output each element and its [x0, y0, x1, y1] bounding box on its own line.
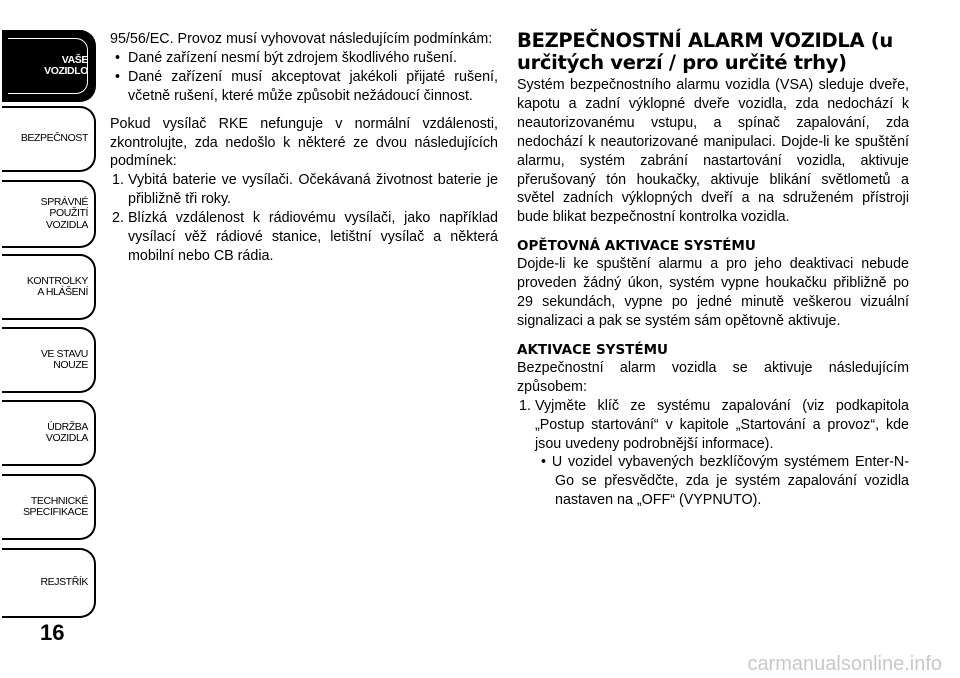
tab-label-line: VE STAVU — [40, 347, 88, 360]
right-column — [517, 30, 909, 510]
tab-label-line: SPRÁVNÉ — [40, 195, 88, 208]
intro-paragraph: 95/56/EC. Provoz musí vyhovovat následujícím podmínkám: — [110, 31, 493, 47]
item-number: 2. — [112, 210, 124, 227]
tab-label-line: BEZPEČNOST — [20, 132, 88, 145]
tab-label-line: TECHNICKÉ — [30, 494, 88, 507]
item-text: Vyjměte klíč ze systému zapalování (viz podkapitola „Postup startování“ v kapitole „Startování a provoz“, kde jsou uvedeny podrobnější informace). — [535, 397, 909, 452]
tab-label-line: VOZIDLO — [44, 65, 88, 77]
tab-technicke-specifikace[interactable] — [2, 474, 96, 540]
reactivation-paragraph: Dojde-li ke spuštění alarmu a pro jeho deaktivaci nebude proveden žádný úkon, systém vypne houkačku přibližně po 29 sekundách, vypne po jedné minutě veškerou vizuální signalizaci a pak se systém sám opětovně aktivuje. — [517, 256, 909, 329]
tab-ve-stavu-nouze[interactable] — [2, 327, 96, 393]
tab-kontrolky-a-hlaseni[interactable] — [2, 254, 96, 320]
item-number: 1. — [519, 397, 531, 414]
item-text: Blízká vzdálenost k rádiovému vysílači, jako například vysílací věž rádiové stanice, letištní vysílač a některá mobilní nebo CB rádia. — [128, 210, 498, 264]
title-line: určitých verzí / pro určité trhy) — [517, 51, 847, 74]
page-number: 16 — [40, 620, 65, 645]
bullet-item: • Dané zařízení nesmí být zdrojem škodlivého rušení. — [110, 49, 498, 68]
section-title — [517, 30, 909, 74]
tab-vase-vozidlo[interactable] — [2, 30, 96, 102]
sub-bullet-item: • U vozidel vybavených bezklíčovým systémem Enter-N-Go se přesvědčte, zda je systém zapalování vozidla nastaven na „OFF“ (VYPNUTO). — [541, 454, 909, 509]
activation-paragraph: Bezpečnostní alarm vozidla se aktivuje následujícím způsobem: — [517, 359, 909, 395]
activation-heading: AKTIVACE SYSTÉMU — [517, 341, 668, 358]
item-text: Vybitá baterie ve vysílači. Očekávaná životnost baterie je přibližně tři roky. — [128, 172, 498, 208]
numbered-item — [517, 397, 909, 454]
numbered-item — [110, 171, 498, 209]
watermark: carmanualsonline.info — [747, 653, 942, 675]
tab-spravne-pouziti-vozidla[interactable] — [2, 180, 96, 248]
tab-label-line: NOUZE — [53, 359, 88, 371]
tab-label-line: ÚDRŽBA — [47, 420, 88, 433]
vsa-description: Systém bezpečnostního alarmu vozidla (VSA) sleduje dveře, kapotu a zadní výklopné dveře vozidla, zda nedochází k neautorizovanému vstupu, a spínač zapalování, zda nedochází k neautorizované manipulaci. Dojde-li ke spuštění alarmu, systém zabrání nastartování vozidla, aktivuje přerušovaný tón houkačky, aktivuje blikání světlometů a světel zadních výklopných dveří a na sdruženém přístroji bude blikat bezpečnostní kontrolka vozidla. — [517, 77, 909, 226]
tab-label-line: KONTROLKY — [26, 274, 88, 287]
tab-label-line: VAŠE — [61, 53, 88, 66]
tab-label-line: REJSTŘÍK — [40, 576, 88, 589]
numbered-item — [110, 209, 498, 266]
left-column — [110, 30, 498, 266]
item-number: 1. — [112, 172, 124, 189]
title-line: BEZPEČNOSTNÍ ALARM VOZIDLA (u — [517, 29, 893, 52]
reactivation-heading: OPĚTOVNÁ AKTIVACE SYSTÉMU — [517, 238, 756, 255]
tab-label-line: VOZIDLA — [45, 218, 88, 231]
tab-label-line: SPECIFIKACE — [22, 506, 88, 518]
bullet-item: • Dané zařízení musí akceptovat jakékoli přijaté rušení, včetně rušení, které může způsobit nežádoucí činnost. — [110, 68, 498, 106]
tab-label-line: A HLÁŠENÍ — [37, 286, 88, 298]
tab-rejstrik[interactable] — [2, 548, 96, 618]
tab-udrzba-vozidla[interactable] — [2, 400, 96, 466]
tab-label-line: VOZIDLA — [45, 432, 88, 444]
tab-bezpecnost[interactable] — [2, 106, 96, 172]
rke-paragraph: Pokud vysílač RKE nefunguje v normální vzdálenosti, zkontrolujte, zda nedošlo k některé ze dvou následujících podmínek: — [110, 115, 498, 170]
tab-label-line: POUŽITÍ — [49, 207, 88, 220]
